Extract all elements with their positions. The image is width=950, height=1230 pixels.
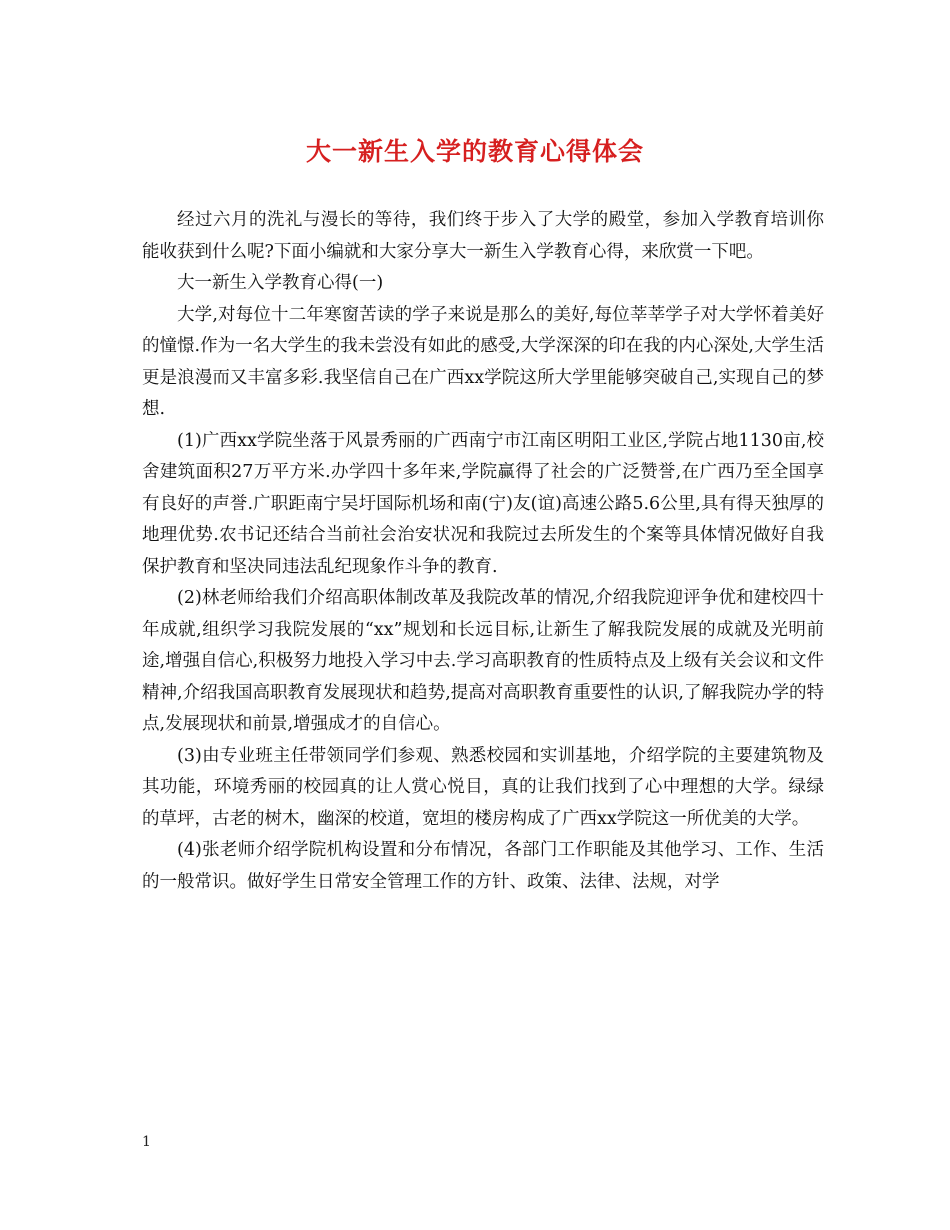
document-title: 大一新生入学的教育心得体会 <box>305 137 644 166</box>
body-paragraph: (2)林老师给我们介绍高职体制改革及我院改革的情况,介绍我院迎评争优和建校四十年成就,组织学习我院发展的“xx”规划和长远目标,让新生了解我院发展的成就及光明前途,增强自信心,积极努力地投入学习中去.学习高职教育的性质特点及上级有关会议和文件精神,介绍我国高职教育发展现状和趋势,提高对高职教育重要性的认识,了解我院办学的特点,发展现状和前景,增强成才的自信心。 <box>142 588 824 734</box>
body-paragraph: (3)由专业班主任带领同学们参观、熟悉校园和实训基地，介绍学院的主要建筑物及其功能，环境秀丽的校园真的让人赏心悦目，真的让我们找到了心中理想的大学。绿绿的草坪，古老的树木，幽深的校道，宽坦的楼房构成了广西xx学院这一所优美的大学。 <box>142 745 824 829</box>
document-body <box>142 205 824 898</box>
body-paragraph: 大学,对每位十二年寒窗苦读的学子来说是那么的美好,每位莘莘学子对大学怀着美好的憧憬.作为一名大学生的我未尝没有如此的感受,大学深深的印在我的内心深处,大学生活更是浪漫而又丰富多彩.我坚信自己在广西xx学院这所大学里能够突破自己,实现自己的梦想. <box>142 304 824 419</box>
body-paragraph: (1)广西xx学院坐落于风景秀丽的广西南宁市江南区明阳工业区,学院占地1130亩,校舍建筑面积27万平方米.办学四十多年来,学院赢得了社会的广泛赞誉,在广西乃至全国享有良好的声誉.广职距南宁吴圩国际机场和南(宁)友(谊)高速公路5.6公里,具有得天独厚的地理优势.农书记还结合当前社会治安状况和我院过去所发生的个案等具体情况做好自我保护教育和坚决同违法乱纪现象作斗争的教育. <box>142 430 824 577</box>
section-heading: 大一新生入学教育心得(一) <box>177 273 384 293</box>
body-paragraph: (4)张老师介绍学院机构设置和分布情况，各部门工作职能及其他学习、工作、生活的一般常识。做好学生日常安全管理工作的方针、政策、法律、法规，对学 <box>142 840 824 892</box>
intro-paragraph: 经过六月的洗礼与漫长的等待，我们终于步入了大学的殿堂，参加入学教育培训你能收获到什么呢?下面小编就和大家分享大一新生入学教育心得，来欣赏一下吧。 <box>142 210 824 262</box>
page-number: 1 <box>142 1134 151 1150</box>
